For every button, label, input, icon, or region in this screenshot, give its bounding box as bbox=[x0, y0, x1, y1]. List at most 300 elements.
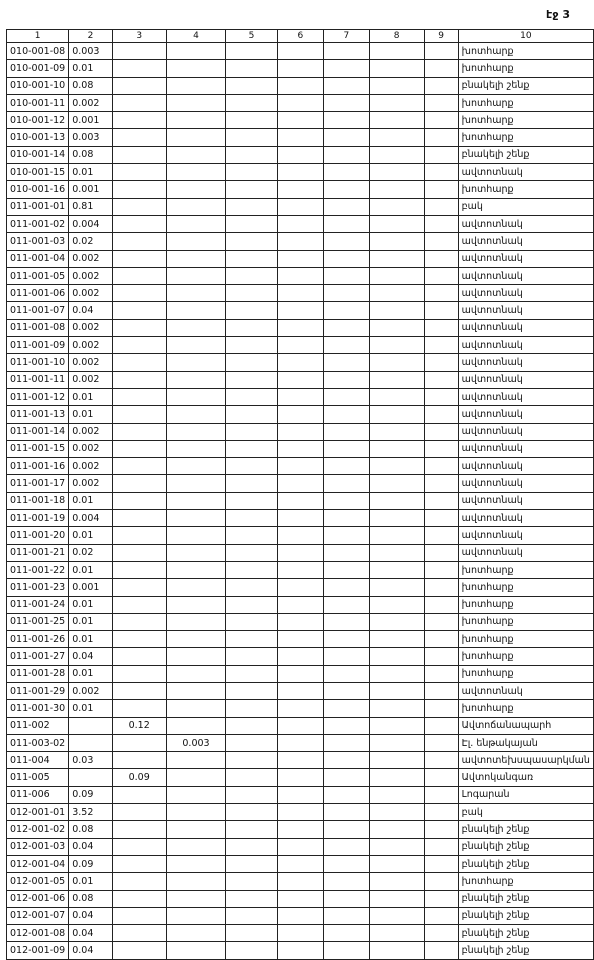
column-3-cell bbox=[112, 579, 166, 596]
land-use-cell: խոտհարք bbox=[458, 631, 593, 648]
empty-cell bbox=[424, 769, 458, 786]
table-row bbox=[7, 579, 594, 596]
table-row bbox=[7, 233, 594, 250]
empty-cell bbox=[226, 648, 277, 665]
empty-cell bbox=[369, 700, 424, 717]
column-3-cell bbox=[112, 907, 166, 924]
column-4-cell bbox=[166, 423, 226, 440]
empty-cell bbox=[424, 648, 458, 665]
empty-cell bbox=[424, 682, 458, 699]
empty-cell bbox=[424, 786, 458, 803]
land-use-cell: ավտոտնակ bbox=[458, 682, 593, 699]
empty-cell bbox=[369, 631, 424, 648]
empty-cell bbox=[277, 181, 323, 198]
empty-cell bbox=[324, 146, 369, 163]
empty-cell bbox=[324, 233, 369, 250]
parcel-code-cell: 011-001-08 bbox=[7, 319, 69, 336]
empty-cell bbox=[277, 769, 323, 786]
empty-cell bbox=[226, 821, 277, 838]
column-4-cell bbox=[166, 561, 226, 578]
column-3-cell bbox=[112, 77, 166, 94]
land-use-cell: ավտոտնակ bbox=[458, 475, 593, 492]
column-3-cell bbox=[112, 129, 166, 146]
empty-cell bbox=[226, 302, 277, 319]
table-row bbox=[7, 43, 594, 60]
empty-cell bbox=[324, 319, 369, 336]
page-number-label: էջ 3 bbox=[546, 8, 570, 21]
parcel-code-cell: 011-001-30 bbox=[7, 700, 69, 717]
empty-cell bbox=[324, 561, 369, 578]
empty-cell bbox=[324, 440, 369, 457]
empty-cell bbox=[369, 804, 424, 821]
empty-cell bbox=[369, 510, 424, 527]
empty-cell bbox=[226, 804, 277, 821]
column-3-cell bbox=[112, 146, 166, 163]
empty-cell bbox=[226, 43, 277, 60]
empty-cell bbox=[424, 215, 458, 232]
table-row bbox=[7, 112, 594, 129]
empty-cell bbox=[369, 648, 424, 665]
column-header: 1 bbox=[7, 30, 69, 43]
parcel-code-cell: 011-001-14 bbox=[7, 423, 69, 440]
column-3-cell bbox=[112, 544, 166, 561]
empty-cell bbox=[277, 146, 323, 163]
column-3-cell bbox=[112, 233, 166, 250]
empty-cell bbox=[226, 510, 277, 527]
parcel-code-cell: 010-001-15 bbox=[7, 164, 69, 181]
column-3-cell bbox=[112, 302, 166, 319]
column-3-cell bbox=[112, 613, 166, 630]
empty-cell bbox=[226, 388, 277, 405]
empty-cell bbox=[424, 198, 458, 215]
empty-cell bbox=[277, 925, 323, 942]
column-4-cell bbox=[166, 769, 226, 786]
land-use-cell: խոտհարք bbox=[458, 613, 593, 630]
column-3-cell bbox=[112, 43, 166, 60]
column-3-cell: 0.09 bbox=[112, 769, 166, 786]
empty-cell bbox=[277, 77, 323, 94]
parcel-code-cell: 011-003-02 bbox=[7, 734, 69, 751]
empty-cell bbox=[226, 112, 277, 129]
column-4-cell bbox=[166, 682, 226, 699]
area-value-cell: 0.002 bbox=[69, 458, 113, 475]
empty-cell bbox=[424, 510, 458, 527]
empty-cell bbox=[324, 890, 369, 907]
area-value-cell: 0.01 bbox=[69, 527, 113, 544]
column-3-cell bbox=[112, 215, 166, 232]
empty-cell bbox=[424, 267, 458, 284]
area-value-cell: 0.002 bbox=[69, 250, 113, 267]
area-value-cell: 0.001 bbox=[69, 112, 113, 129]
empty-cell bbox=[324, 682, 369, 699]
empty-cell bbox=[226, 682, 277, 699]
column-3-cell bbox=[112, 682, 166, 699]
column-4-cell bbox=[166, 440, 226, 457]
empty-cell bbox=[324, 198, 369, 215]
column-4-cell bbox=[166, 907, 226, 924]
parcel-code-cell: 012-001-05 bbox=[7, 873, 69, 890]
land-use-cell: ավտոտնակ bbox=[458, 233, 593, 250]
area-value-cell: 0.81 bbox=[69, 198, 113, 215]
table-row bbox=[7, 164, 594, 181]
area-value-cell: 0.01 bbox=[69, 388, 113, 405]
empty-cell bbox=[226, 665, 277, 682]
empty-cell bbox=[324, 544, 369, 561]
empty-cell bbox=[277, 734, 323, 751]
area-value-cell: 0.08 bbox=[69, 821, 113, 838]
column-3-cell bbox=[112, 60, 166, 77]
land-use-cell: ավտոտնակ bbox=[458, 302, 593, 319]
column-4-cell bbox=[166, 233, 226, 250]
column-3-cell bbox=[112, 267, 166, 284]
area-value-cell: 0.08 bbox=[69, 77, 113, 94]
area-value-cell: 0.04 bbox=[69, 302, 113, 319]
column-3-cell bbox=[112, 855, 166, 872]
empty-cell bbox=[424, 631, 458, 648]
table-row bbox=[7, 821, 594, 838]
land-use-cell: խոտհարք bbox=[458, 43, 593, 60]
empty-cell bbox=[369, 60, 424, 77]
column-4-cell bbox=[166, 43, 226, 60]
empty-cell bbox=[424, 752, 458, 769]
land-use-cell: ավտոտնակ bbox=[458, 440, 593, 457]
empty-cell bbox=[369, 821, 424, 838]
empty-cell bbox=[424, 821, 458, 838]
parcel-code-cell: 011-002 bbox=[7, 717, 69, 734]
land-use-cell: ավտոտնակ bbox=[458, 285, 593, 302]
empty-cell bbox=[369, 198, 424, 215]
area-value-cell: 0.002 bbox=[69, 267, 113, 284]
area-value-cell: 0.002 bbox=[69, 475, 113, 492]
area-value-cell: 0.002 bbox=[69, 337, 113, 354]
column-4-cell bbox=[166, 786, 226, 803]
empty-cell bbox=[277, 388, 323, 405]
column-3-cell bbox=[112, 873, 166, 890]
column-4-cell bbox=[166, 613, 226, 630]
area-value-cell: 0.01 bbox=[69, 700, 113, 717]
column-header: 3 bbox=[112, 30, 166, 43]
empty-cell bbox=[369, 838, 424, 855]
empty-cell bbox=[277, 112, 323, 129]
parcel-code-cell: 011-001-25 bbox=[7, 613, 69, 630]
column-4-cell bbox=[166, 388, 226, 405]
land-use-cell: բնակելի շենք bbox=[458, 77, 593, 94]
column-4-cell: 0.003 bbox=[166, 734, 226, 751]
parcel-code-cell: 011-001-20 bbox=[7, 527, 69, 544]
empty-cell bbox=[277, 804, 323, 821]
empty-cell bbox=[324, 769, 369, 786]
column-4-cell bbox=[166, 60, 226, 77]
empty-cell bbox=[226, 596, 277, 613]
empty-cell bbox=[277, 371, 323, 388]
empty-cell bbox=[226, 613, 277, 630]
empty-cell bbox=[324, 734, 369, 751]
table-row bbox=[7, 804, 594, 821]
area-value-cell: 0.02 bbox=[69, 233, 113, 250]
land-use-cell: բնակելի շենք bbox=[458, 925, 593, 942]
column-3-cell bbox=[112, 164, 166, 181]
empty-cell bbox=[226, 838, 277, 855]
table-row bbox=[7, 648, 594, 665]
empty-cell bbox=[324, 371, 369, 388]
column-4-cell bbox=[166, 475, 226, 492]
empty-cell bbox=[226, 250, 277, 267]
land-use-cell: ավտոտնակ bbox=[458, 215, 593, 232]
empty-cell bbox=[324, 510, 369, 527]
parcel-code-cell: 011-001-22 bbox=[7, 561, 69, 578]
column-4-cell bbox=[166, 94, 226, 111]
empty-cell bbox=[424, 804, 458, 821]
area-value-cell: 0.01 bbox=[69, 164, 113, 181]
empty-cell bbox=[324, 907, 369, 924]
land-use-cell: խոտհարք bbox=[458, 181, 593, 198]
column-3-cell bbox=[112, 510, 166, 527]
column-4-cell bbox=[166, 285, 226, 302]
empty-cell bbox=[424, 233, 458, 250]
table-row bbox=[7, 215, 594, 232]
empty-cell bbox=[369, 43, 424, 60]
empty-cell bbox=[324, 94, 369, 111]
table-row bbox=[7, 907, 594, 924]
land-use-cell: Լոգարան bbox=[458, 786, 593, 803]
land-use-cell: ավտոտնակ bbox=[458, 510, 593, 527]
column-3-cell bbox=[112, 752, 166, 769]
empty-cell bbox=[226, 233, 277, 250]
empty-cell bbox=[277, 890, 323, 907]
parcel-code-cell: 010-001-10 bbox=[7, 77, 69, 94]
empty-cell bbox=[369, 786, 424, 803]
column-3-cell bbox=[112, 665, 166, 682]
column-header: 9 bbox=[424, 30, 458, 43]
empty-cell bbox=[277, 43, 323, 60]
area-value-cell: 0.01 bbox=[69, 492, 113, 509]
empty-cell bbox=[277, 215, 323, 232]
empty-cell bbox=[369, 146, 424, 163]
area-value-cell: 0.04 bbox=[69, 925, 113, 942]
land-use-cell: խոտհարք bbox=[458, 873, 593, 890]
parcel-code-cell: 011-001-29 bbox=[7, 682, 69, 699]
column-4-cell bbox=[166, 181, 226, 198]
empty-cell bbox=[369, 285, 424, 302]
empty-cell bbox=[277, 682, 323, 699]
area-value-cell: 0.01 bbox=[69, 60, 113, 77]
column-header: 7 bbox=[324, 30, 369, 43]
land-use-cell: ավտոտնակ bbox=[458, 406, 593, 423]
empty-cell bbox=[277, 510, 323, 527]
empty-cell bbox=[226, 907, 277, 924]
empty-cell bbox=[277, 94, 323, 111]
empty-cell bbox=[324, 717, 369, 734]
empty-cell bbox=[226, 752, 277, 769]
empty-cell bbox=[424, 942, 458, 959]
column-4-cell bbox=[166, 354, 226, 371]
empty-cell bbox=[369, 129, 424, 146]
table-row bbox=[7, 665, 594, 682]
empty-cell bbox=[324, 527, 369, 544]
parcel-code-cell: 011-001-13 bbox=[7, 406, 69, 423]
empty-cell bbox=[424, 319, 458, 336]
empty-cell bbox=[324, 285, 369, 302]
column-3-cell bbox=[112, 821, 166, 838]
empty-cell bbox=[424, 371, 458, 388]
column-4-cell bbox=[166, 302, 226, 319]
parcel-code-cell: 011-001-07 bbox=[7, 302, 69, 319]
empty-cell bbox=[226, 925, 277, 942]
empty-cell bbox=[277, 717, 323, 734]
empty-cell bbox=[324, 43, 369, 60]
empty-cell bbox=[277, 873, 323, 890]
column-4-cell bbox=[166, 492, 226, 509]
empty-cell bbox=[226, 631, 277, 648]
column-4-cell bbox=[166, 371, 226, 388]
parcel-code-cell: 011-001-17 bbox=[7, 475, 69, 492]
empty-cell bbox=[226, 94, 277, 111]
empty-cell bbox=[226, 371, 277, 388]
land-use-cell: բնակելի շենք bbox=[458, 907, 593, 924]
empty-cell bbox=[424, 43, 458, 60]
land-use-cell: Ավտոճանապարհ bbox=[458, 717, 593, 734]
empty-cell bbox=[369, 752, 424, 769]
column-3-cell bbox=[112, 458, 166, 475]
empty-cell bbox=[226, 267, 277, 284]
empty-cell bbox=[277, 579, 323, 596]
parcel-code-cell: 011-001-26 bbox=[7, 631, 69, 648]
area-value-cell: 0.001 bbox=[69, 181, 113, 198]
empty-cell bbox=[324, 579, 369, 596]
table-row bbox=[7, 475, 594, 492]
empty-cell bbox=[424, 164, 458, 181]
parcel-code-cell: 011-001-04 bbox=[7, 250, 69, 267]
area-value-cell: 0.002 bbox=[69, 440, 113, 457]
column-3-cell bbox=[112, 371, 166, 388]
column-4-cell bbox=[166, 665, 226, 682]
table-row bbox=[7, 838, 594, 855]
table-row bbox=[7, 734, 594, 751]
land-use-cell: խոտհարք bbox=[458, 94, 593, 111]
empty-cell bbox=[324, 821, 369, 838]
empty-cell bbox=[226, 475, 277, 492]
column-4-cell bbox=[166, 510, 226, 527]
empty-cell bbox=[324, 838, 369, 855]
area-value-cell: 0.01 bbox=[69, 561, 113, 578]
empty-cell bbox=[424, 475, 458, 492]
empty-cell bbox=[324, 129, 369, 146]
empty-cell bbox=[369, 475, 424, 492]
column-3-cell bbox=[112, 942, 166, 959]
column-3-cell bbox=[112, 838, 166, 855]
empty-cell bbox=[424, 873, 458, 890]
land-use-cell: բնակելի շենք bbox=[458, 821, 593, 838]
parcel-code-cell: 010-001-08 bbox=[7, 43, 69, 60]
column-4-cell bbox=[166, 631, 226, 648]
table-row bbox=[7, 786, 594, 803]
empty-cell bbox=[369, 682, 424, 699]
empty-cell bbox=[277, 475, 323, 492]
parcel-code-cell: 010-001-16 bbox=[7, 181, 69, 198]
empty-cell bbox=[324, 804, 369, 821]
column-3-cell bbox=[112, 925, 166, 942]
empty-cell bbox=[369, 319, 424, 336]
empty-cell bbox=[226, 561, 277, 578]
area-value-cell: 0.001 bbox=[69, 579, 113, 596]
column-3-cell bbox=[112, 561, 166, 578]
table-row bbox=[7, 717, 594, 734]
empty-cell bbox=[277, 596, 323, 613]
area-value-cell: 0.002 bbox=[69, 423, 113, 440]
empty-cell bbox=[277, 648, 323, 665]
empty-cell bbox=[277, 613, 323, 630]
empty-cell bbox=[369, 423, 424, 440]
table-row bbox=[7, 440, 594, 457]
empty-cell bbox=[226, 458, 277, 475]
empty-cell bbox=[369, 181, 424, 198]
land-use-cell: խոտհարք bbox=[458, 665, 593, 682]
empty-cell bbox=[277, 302, 323, 319]
land-use-cell: ավտոտնակ bbox=[458, 337, 593, 354]
empty-cell bbox=[324, 942, 369, 959]
empty-cell bbox=[324, 164, 369, 181]
table-row bbox=[7, 631, 594, 648]
empty-cell bbox=[424, 561, 458, 578]
parcel-code-cell: 012-001-04 bbox=[7, 855, 69, 872]
empty-cell bbox=[324, 60, 369, 77]
empty-cell bbox=[226, 942, 277, 959]
parcel-code-cell: 011-006 bbox=[7, 786, 69, 803]
area-value-cell: 0.01 bbox=[69, 406, 113, 423]
table-row bbox=[7, 855, 594, 872]
empty-cell bbox=[369, 613, 424, 630]
empty-cell bbox=[277, 907, 323, 924]
empty-cell bbox=[226, 527, 277, 544]
parcel-code-cell: 011-001-19 bbox=[7, 510, 69, 527]
column-3-cell bbox=[112, 198, 166, 215]
empty-cell bbox=[226, 734, 277, 751]
area-value-cell: 0.004 bbox=[69, 215, 113, 232]
empty-cell bbox=[324, 475, 369, 492]
area-value-cell: 0.002 bbox=[69, 285, 113, 302]
area-value-cell: 0.002 bbox=[69, 354, 113, 371]
empty-cell bbox=[424, 925, 458, 942]
empty-cell bbox=[277, 198, 323, 215]
column-3-cell bbox=[112, 388, 166, 405]
empty-cell bbox=[424, 458, 458, 475]
land-use-cell: խոտհարք bbox=[458, 112, 593, 129]
area-value-cell: 0.04 bbox=[69, 907, 113, 924]
land-use-cell: բակ bbox=[458, 198, 593, 215]
empty-cell bbox=[226, 164, 277, 181]
parcel-code-cell: 010-001-13 bbox=[7, 129, 69, 146]
empty-cell bbox=[324, 665, 369, 682]
empty-cell bbox=[226, 423, 277, 440]
empty-cell bbox=[324, 423, 369, 440]
land-use-cell: բակ bbox=[458, 804, 593, 821]
empty-cell bbox=[369, 267, 424, 284]
empty-cell bbox=[424, 60, 458, 77]
land-use-cell: ավտոտնակ bbox=[458, 319, 593, 336]
empty-cell bbox=[226, 406, 277, 423]
land-use-cell: խոտհարք bbox=[458, 561, 593, 578]
land-use-cell: ավտոտնակ bbox=[458, 354, 593, 371]
table-row bbox=[7, 198, 594, 215]
empty-cell bbox=[324, 181, 369, 198]
empty-cell bbox=[369, 596, 424, 613]
empty-cell bbox=[324, 492, 369, 509]
column-header: 10 bbox=[458, 30, 593, 43]
empty-cell bbox=[226, 492, 277, 509]
empty-cell bbox=[369, 717, 424, 734]
column-4-cell bbox=[166, 267, 226, 284]
table-row bbox=[7, 319, 594, 336]
